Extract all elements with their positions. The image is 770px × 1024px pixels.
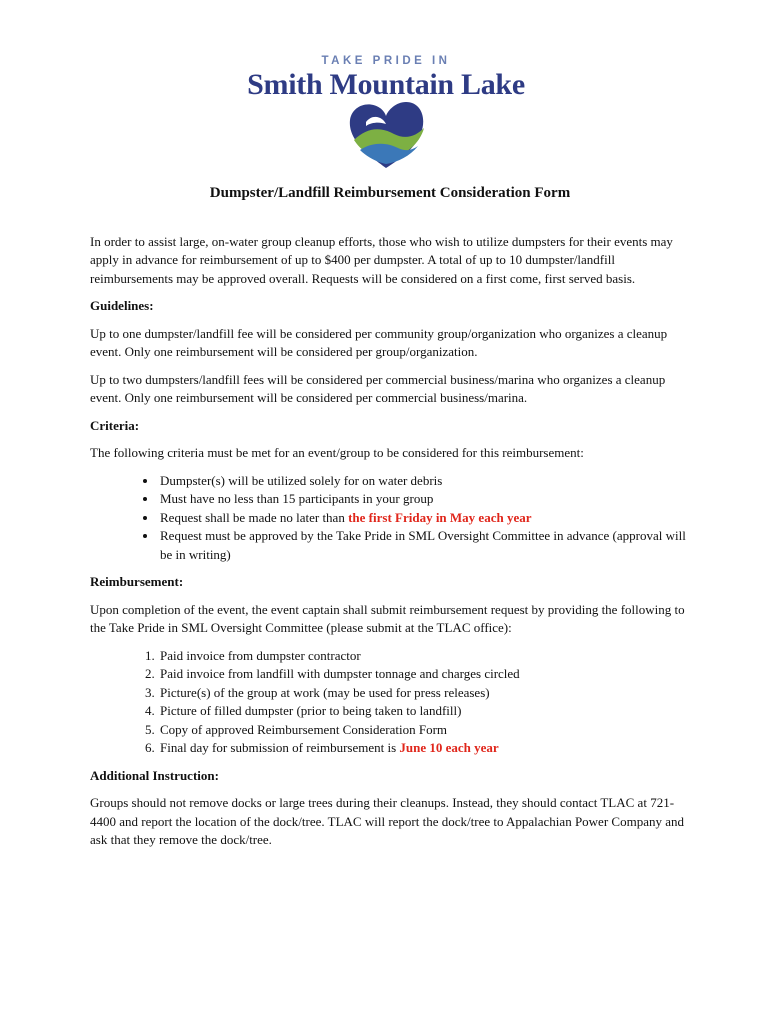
heart-lake-icon xyxy=(346,100,426,170)
criteria-item xyxy=(158,509,690,528)
final-day-highlight: June 10 each year xyxy=(399,740,499,755)
criteria-item-text: Request shall be made no later than xyxy=(160,509,345,525)
take-pride-logo xyxy=(236,55,536,170)
form-content xyxy=(90,184,690,859)
guidelines-paragraph-1: Up to one dumpster/landfill fee will be considered per community group/organization who organizes a cleanup event. Only one reimbursement will be considered per group/organization. xyxy=(90,325,668,359)
reimbursement-heading: Reimbursement: xyxy=(90,574,184,589)
guidelines-heading: Guidelines: xyxy=(90,298,154,313)
intro-paragraph: In order to assist large, on-water group cleanup efforts, those who wish to utilize dumpsters for their events may apply in advance for reimbursement of up to $400 per dumpster. A total of up to 10 dumpster/landfill reimbursements may be approved overall. Requests will be considered on a first come, first served basis. xyxy=(90,233,673,286)
reimbursement-item: 3. Picture(s) of the group at work (may be used for press releases) xyxy=(158,684,690,703)
reimbursement-item: 4. Picture of filled dumpster (prior to being taken to landfill) xyxy=(158,702,690,721)
logo-tagline: TAKE PRIDE IN xyxy=(321,55,451,67)
reimbursement-intro: Upon completion of the event, the event captain shall submit reimbursement request by providing the following to the Take Pride in SML Oversight Committee (please submit at the TLAC office): xyxy=(90,601,685,635)
additional-paragraph: Groups should not remove docks or large trees during their cleanups. Instead, they should contact TLAC at 721-4400 and report the location of the dock/tree. TLAC will report the dock/tree to Appalachian Power Company and ask that they remove the dock/tree. xyxy=(90,795,684,847)
criteria-item: • Dumpster(s) will be utilized solely for on water debris xyxy=(158,472,690,491)
reimbursement-item xyxy=(158,739,690,758)
logo-name: Smith Mountain Lake xyxy=(247,68,525,101)
criteria-list xyxy=(90,472,690,565)
guidelines-paragraph-2: Up to two dumpsters/landfill fees will be considered per commercial business/marina who organizes a cleanup event. Only one reimbursement will be considered per commercial business/marina. xyxy=(90,371,666,405)
reimbursement-item-text: Final day for submission of reimbursement is xyxy=(160,740,397,755)
additional-heading: Additional Instruction: xyxy=(90,767,219,783)
reimbursement-list xyxy=(90,647,690,758)
criteria-item: • Request must be approved by the Take Pride in SML Oversight Committee in advance (approval will be in writing) xyxy=(158,527,690,564)
criteria-heading: Criteria: xyxy=(90,417,140,433)
reimbursement-item: 1. Paid invoice from dumpster contractor xyxy=(158,647,690,666)
reimbursement-item: 2. Paid invoice from landfill with dumpster tonnage and charges circled xyxy=(158,665,690,684)
reimbursement-item: 5. Copy of approved Reimbursement Consideration Form xyxy=(158,721,690,740)
criteria-intro: The following criteria must be met for an event/group to be considered for this reimbursement: xyxy=(90,445,584,460)
criteria-item: • Must have no less than 15 participants in your group xyxy=(158,490,690,509)
form-title: Dumpster/Landfill Reimbursement Consideration Form xyxy=(209,185,571,201)
deadline-highlight: the first Friday in May each year xyxy=(348,509,532,525)
